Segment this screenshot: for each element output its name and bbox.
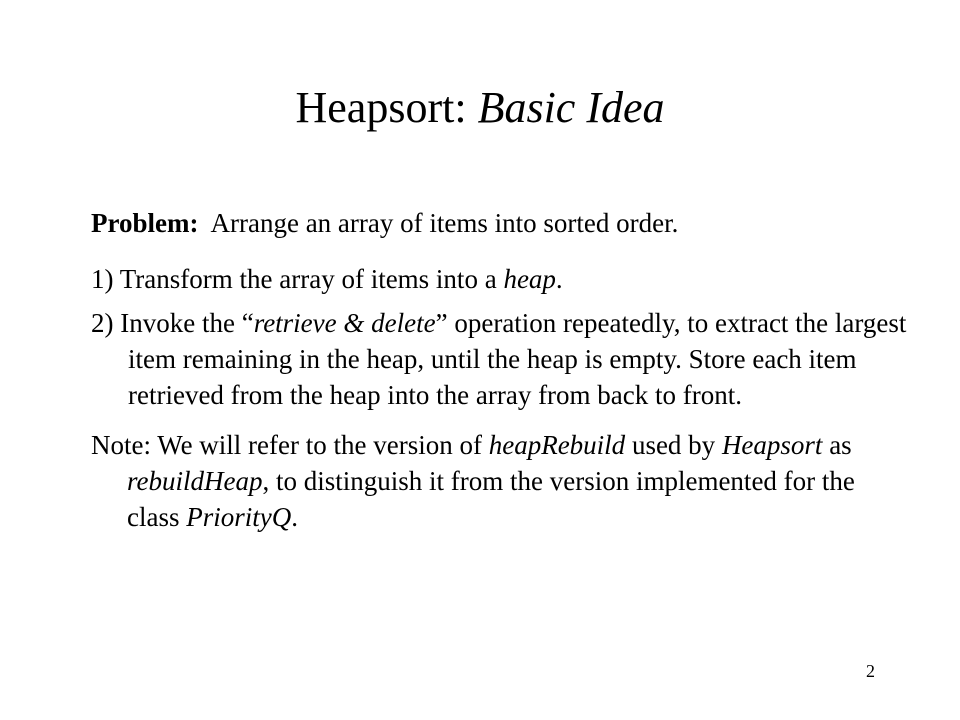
problem-text: Arrange an array of items into sorted order. (198, 208, 679, 238)
step-2-suffix: ” operation repeatedly, to extract the largest item remaining in the heap, until the heap is empty. Store each item retrieved from the heap into the array from back to front. (128, 308, 907, 410)
note-part-2: used by (625, 430, 722, 460)
title-emphasis: Basic Idea (477, 83, 665, 132)
title-main: Heapsort: (295, 83, 478, 132)
step-1-suffix: . (555, 264, 563, 294)
step-1-prefix: 1) Transform the array of items into a (91, 264, 504, 294)
note-heaprebuild: heapRebuild (488, 430, 626, 460)
note-part-5: . (291, 502, 298, 532)
slide-title (0, 78, 960, 138)
page-number: 2 (866, 661, 875, 681)
slide-body (91, 205, 911, 535)
step-2-prefix: 2) Invoke the “ (91, 308, 254, 338)
note-priorityq: PriorityQ (186, 502, 292, 532)
step-2-emphasis: retrieve & delete (253, 308, 436, 338)
note (91, 427, 911, 535)
step-1 (91, 261, 911, 297)
step-2 (91, 305, 911, 413)
note-part-1: Note: We will refer to the version of (91, 430, 489, 460)
problem-statement (91, 205, 911, 241)
note-part-3: as (822, 430, 852, 460)
step-1-emphasis: heap (503, 264, 556, 294)
problem-label: Problem: (91, 208, 199, 238)
note-heapsort: Heapsort (721, 430, 823, 460)
note-part-4: , to distinguish it from the version implemented for the class (127, 466, 855, 532)
note-rebuildheap: rebuildHeap (127, 466, 263, 496)
